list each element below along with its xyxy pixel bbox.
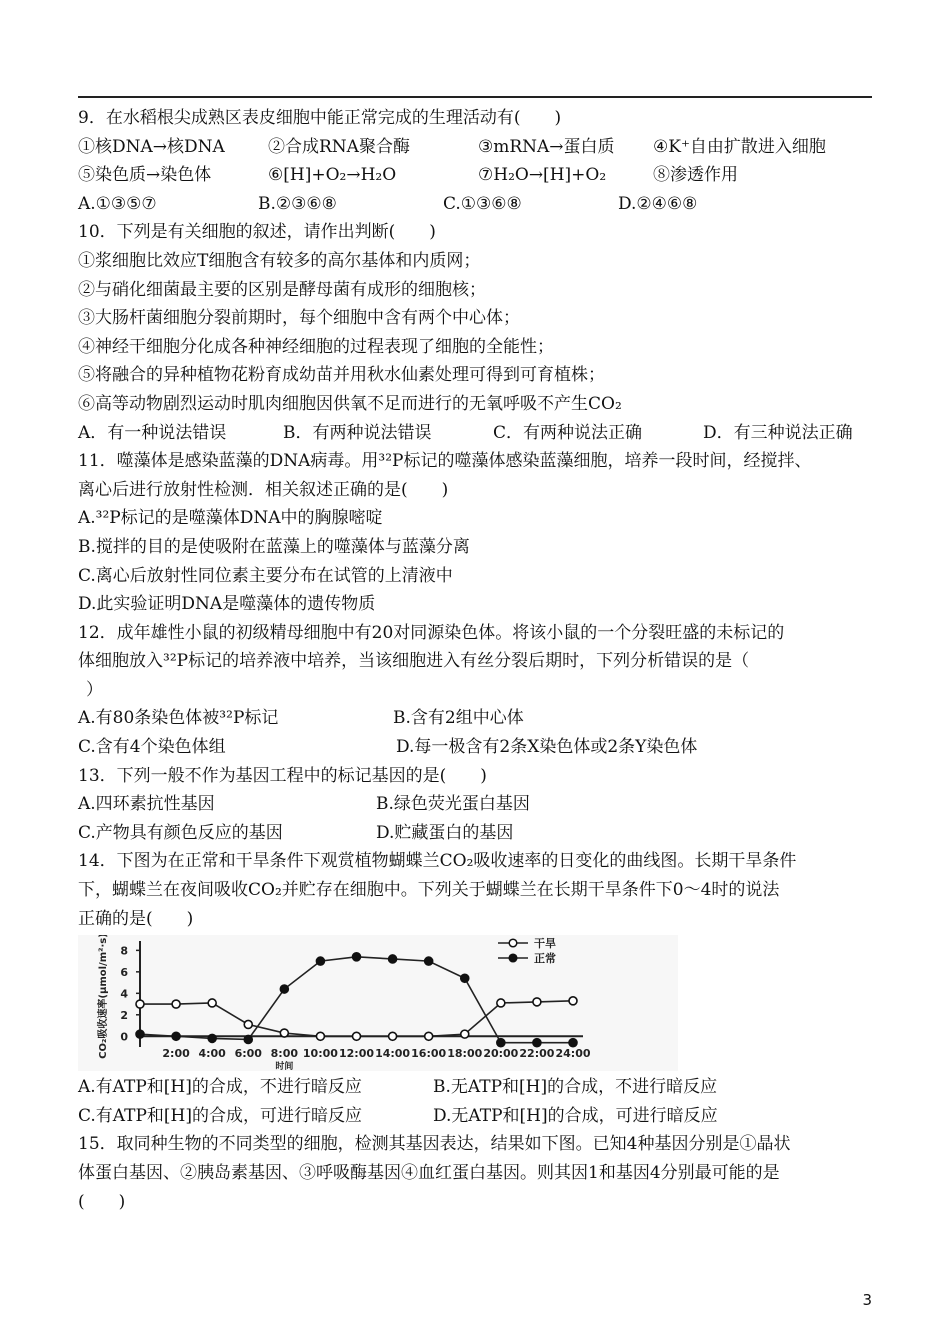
q13-option-b: B.绿色荧光蛋白基因	[376, 794, 530, 815]
x-tick-label: 18:00	[447, 1047, 483, 1061]
y-tick-label: 8	[120, 944, 128, 958]
data-point-normal	[353, 953, 361, 961]
q12-option-d: D.每一极含有2条X染色体或2条Y染色体	[396, 737, 698, 758]
data-point-drought	[533, 998, 541, 1006]
data-point-normal	[136, 1030, 144, 1038]
x-tick-label: 20:00	[483, 1047, 519, 1061]
q13-options-row1	[78, 790, 872, 819]
q9-option-b: B.②③⑥⑧	[258, 193, 337, 214]
co2-uptake-chart	[78, 935, 678, 1071]
data-point-drought	[569, 997, 577, 1005]
q13-option-a: A.四环素抗性基因	[78, 794, 215, 815]
q15-stem-line1: 15．取同种生物的不同类型的细胞，检测其基因表达，结果如下图。已知4种基因分别是①晶状	[78, 1134, 791, 1155]
q12-stem-line2: 体细胞放入³²P标记的培养液中培养，当该细胞进入有丝分裂后期时，下列分析错误的是（	[78, 651, 750, 672]
q14-options-row2	[78, 1102, 872, 1131]
x-tick-label: 10:00	[302, 1047, 338, 1061]
q12-option-a: A.有80条染色体被³²P标记	[78, 708, 279, 729]
q13-option-c: C.产物具有颜色反应的基因	[78, 822, 283, 843]
q10-option-c: C．有两种说法正确	[493, 422, 643, 443]
q14-stem-line1: 14．下图为在正常和干旱条件下观赏植物蝴蝶兰CO₂吸收速率的日变化的曲线图。长期干旱条件	[78, 851, 797, 872]
q14-stem-line2: 下，蝴蝶兰在夜间吸收CO₂并贮存在细胞中。下列关于蝴蝶兰在长期干旱条件下0～4时的说法	[78, 880, 780, 901]
data-point-normal	[208, 1035, 216, 1043]
x-tick-label: 8:00	[270, 1047, 299, 1061]
q11-option-a: A.³²P标记的是噬藻体DNA中的胸腺嘧啶	[78, 508, 383, 529]
q14-option-a: A.有ATP和[H]的合成，不进行暗反应	[78, 1077, 362, 1098]
q9-item-4: ④K⁺自由扩散进入细胞	[653, 136, 826, 157]
legend-marker	[509, 939, 517, 947]
data-point-drought	[280, 1029, 288, 1037]
x-tick-label: 22:00	[519, 1047, 555, 1061]
data-point-normal	[425, 957, 433, 965]
q13-option-d: D.贮藏蛋白的基因	[376, 822, 514, 843]
q9-item-8: ⑧渗透作用	[653, 165, 738, 186]
data-point-drought	[172, 1000, 180, 1008]
legend-label: 正常	[534, 952, 556, 966]
q10-statement: ⑤将融合的异种植物花粉育成幼苗并用秋水仙素处理可得到可育植株；	[78, 365, 605, 386]
q10-stem: 10．下列是有关细胞的叙述，请作出判断( )	[78, 222, 436, 243]
q9-option-d: D.②④⑥⑧	[618, 193, 698, 214]
y-tick-label: 4	[120, 987, 128, 1001]
data-point-normal	[244, 1036, 252, 1044]
page-content	[78, 104, 872, 1216]
q12-options-row2	[78, 733, 872, 762]
y-tick-label: 0	[120, 1030, 128, 1044]
q12-options-row1	[78, 704, 872, 733]
q14-option-d: D.无ATP和[H]的合成，可进行暗反应	[433, 1105, 718, 1126]
q10-statement: ③大肠杆菌细胞分裂前期时，每个细胞中含有两个中心体；	[78, 308, 520, 329]
q10-option-d: D．有三种说法正确	[703, 422, 853, 443]
q9-item-3: ③mRNA→蛋白质	[478, 136, 615, 157]
q11-option-c: C.离心后放射性同位素主要分布在试管的上清液中	[78, 565, 453, 586]
y-axis-label: CO₂吸收速率(μmol/m²·s)	[98, 935, 109, 1060]
q10-statement: ②与硝化细菌最主要的区别是酵母菌有成形的细胞核；	[78, 279, 486, 300]
data-point-normal	[280, 985, 288, 993]
q10-option-b: B．有两种说法错误	[283, 422, 432, 443]
q12-stem-line3: ）	[86, 679, 103, 700]
q13-stem: 13．下列一般不作为基因工程中的标记基因的是( )	[78, 765, 487, 786]
data-point-normal	[533, 1039, 541, 1047]
q9-items-row2	[78, 161, 872, 190]
q14-option-c: C.有ATP和[H]的合成，可进行暗反应	[78, 1105, 363, 1126]
q11-option-b: B.搅拌的目的是使吸附在蓝藻上的噬藻体与蓝藻分离	[78, 536, 470, 557]
q9-stem: 9．在水稻根尖成熟区表皮细胞中能正常完成的生理活动有( )	[78, 108, 562, 128]
q10-option-a: A．有一种说法错误	[78, 422, 227, 443]
q9-item-7: ⑦H₂O→[H]+O₂	[478, 165, 607, 186]
data-point-drought	[497, 999, 505, 1007]
q12-stem-line1: 12．成年雄性小鼠的初级精母细胞中有20对同源染色体。将该小鼠的一个分裂旺盛的未标记的	[78, 622, 785, 643]
x-tick-label: 12:00	[338, 1047, 375, 1061]
data-point-normal	[316, 957, 324, 965]
data-point-normal	[569, 1039, 577, 1047]
q15-stem-line2: 体蛋白基因、②胰岛素基因、③呼吸酶基因④血红蛋白基因。则其因1和基因4分别最可能的是	[78, 1163, 780, 1183]
q9-option-a: A.①③⑤⑦	[78, 193, 157, 214]
data-point-normal	[461, 975, 469, 983]
page-number: 3	[862, 1291, 872, 1309]
q9-item-2: ②合成RNA聚合酶	[268, 136, 410, 157]
q9-item-6: ⑥[H]+O₂→H₂O	[268, 165, 397, 186]
q12-option-c: C.含有4个染色体组	[78, 737, 226, 758]
q9-item-5: ⑤染色质→染色体	[78, 165, 212, 186]
q10-options	[78, 419, 872, 448]
x-axis-label: 时间	[275, 1062, 294, 1072]
q13-options-row2	[78, 819, 872, 848]
x-tick-label: 16:00	[411, 1047, 447, 1061]
header-rule	[78, 96, 872, 98]
q14-options-row1	[78, 1073, 872, 1102]
x-tick-label: 2:00	[162, 1047, 190, 1061]
data-point-normal	[172, 1032, 180, 1040]
x-tick-label: 6:00	[234, 1047, 262, 1061]
legend-label: 干旱	[534, 937, 556, 951]
q12-option-b: B.含有2组中心体	[393, 708, 524, 729]
q15-stem-line3: ( )	[78, 1191, 126, 1212]
data-point-drought	[461, 1030, 469, 1038]
data-point-drought	[353, 1032, 361, 1040]
q14-stem-line3: 正确的是( )	[78, 908, 194, 929]
y-tick-label: 6	[120, 966, 128, 980]
q9-item-1: ①核DNA→核DNA	[78, 136, 225, 157]
q10-statement: ④神经干细胞分化成各种神经细胞的过程表现了细胞的全能性；	[78, 336, 554, 357]
data-point-drought	[244, 1021, 252, 1029]
data-point-drought	[389, 1032, 397, 1040]
data-point-drought	[316, 1032, 324, 1040]
q9-options	[78, 190, 872, 219]
q11-stem-line1: 11．噬藻体是感染蓝藻的DNA病毒。用³²P标记的噬藻体感染蓝藻细胞，培养一段时间，经搅拌、	[78, 451, 812, 472]
x-tick-label: 24:00	[555, 1047, 591, 1061]
q14-option-b: B.无ATP和[H]的合成，不进行暗反应	[433, 1077, 718, 1098]
data-point-normal	[497, 1039, 505, 1047]
q9-option-c: C.①③⑥⑧	[443, 193, 522, 214]
q10-statement: ⑥高等动物剧烈运动时肌肉细胞因供氧不足而进行的无氧呼吸不产生CO₂	[78, 393, 622, 414]
y-tick-label: 2	[120, 1009, 128, 1023]
x-tick-label: 14:00	[375, 1047, 411, 1061]
data-point-drought	[208, 999, 216, 1007]
q11-option-d: D.此实验证明DNA是噬藻体的遗传物质	[78, 594, 376, 615]
legend-marker	[509, 954, 517, 962]
data-point-drought	[425, 1032, 433, 1040]
q9-items-row1	[78, 133, 872, 162]
x-tick-label: 4:00	[198, 1047, 226, 1061]
data-point-drought	[136, 1000, 144, 1008]
co2-uptake-chart-svg	[78, 935, 678, 1071]
q10-statement: ①浆细胞比效应T细胞含有较多的高尔基体和内质网；	[78, 250, 481, 271]
data-point-normal	[389, 955, 397, 963]
q11-stem-line2: 离心后进行放射性检测．相关叙述正确的是( )	[78, 479, 449, 500]
